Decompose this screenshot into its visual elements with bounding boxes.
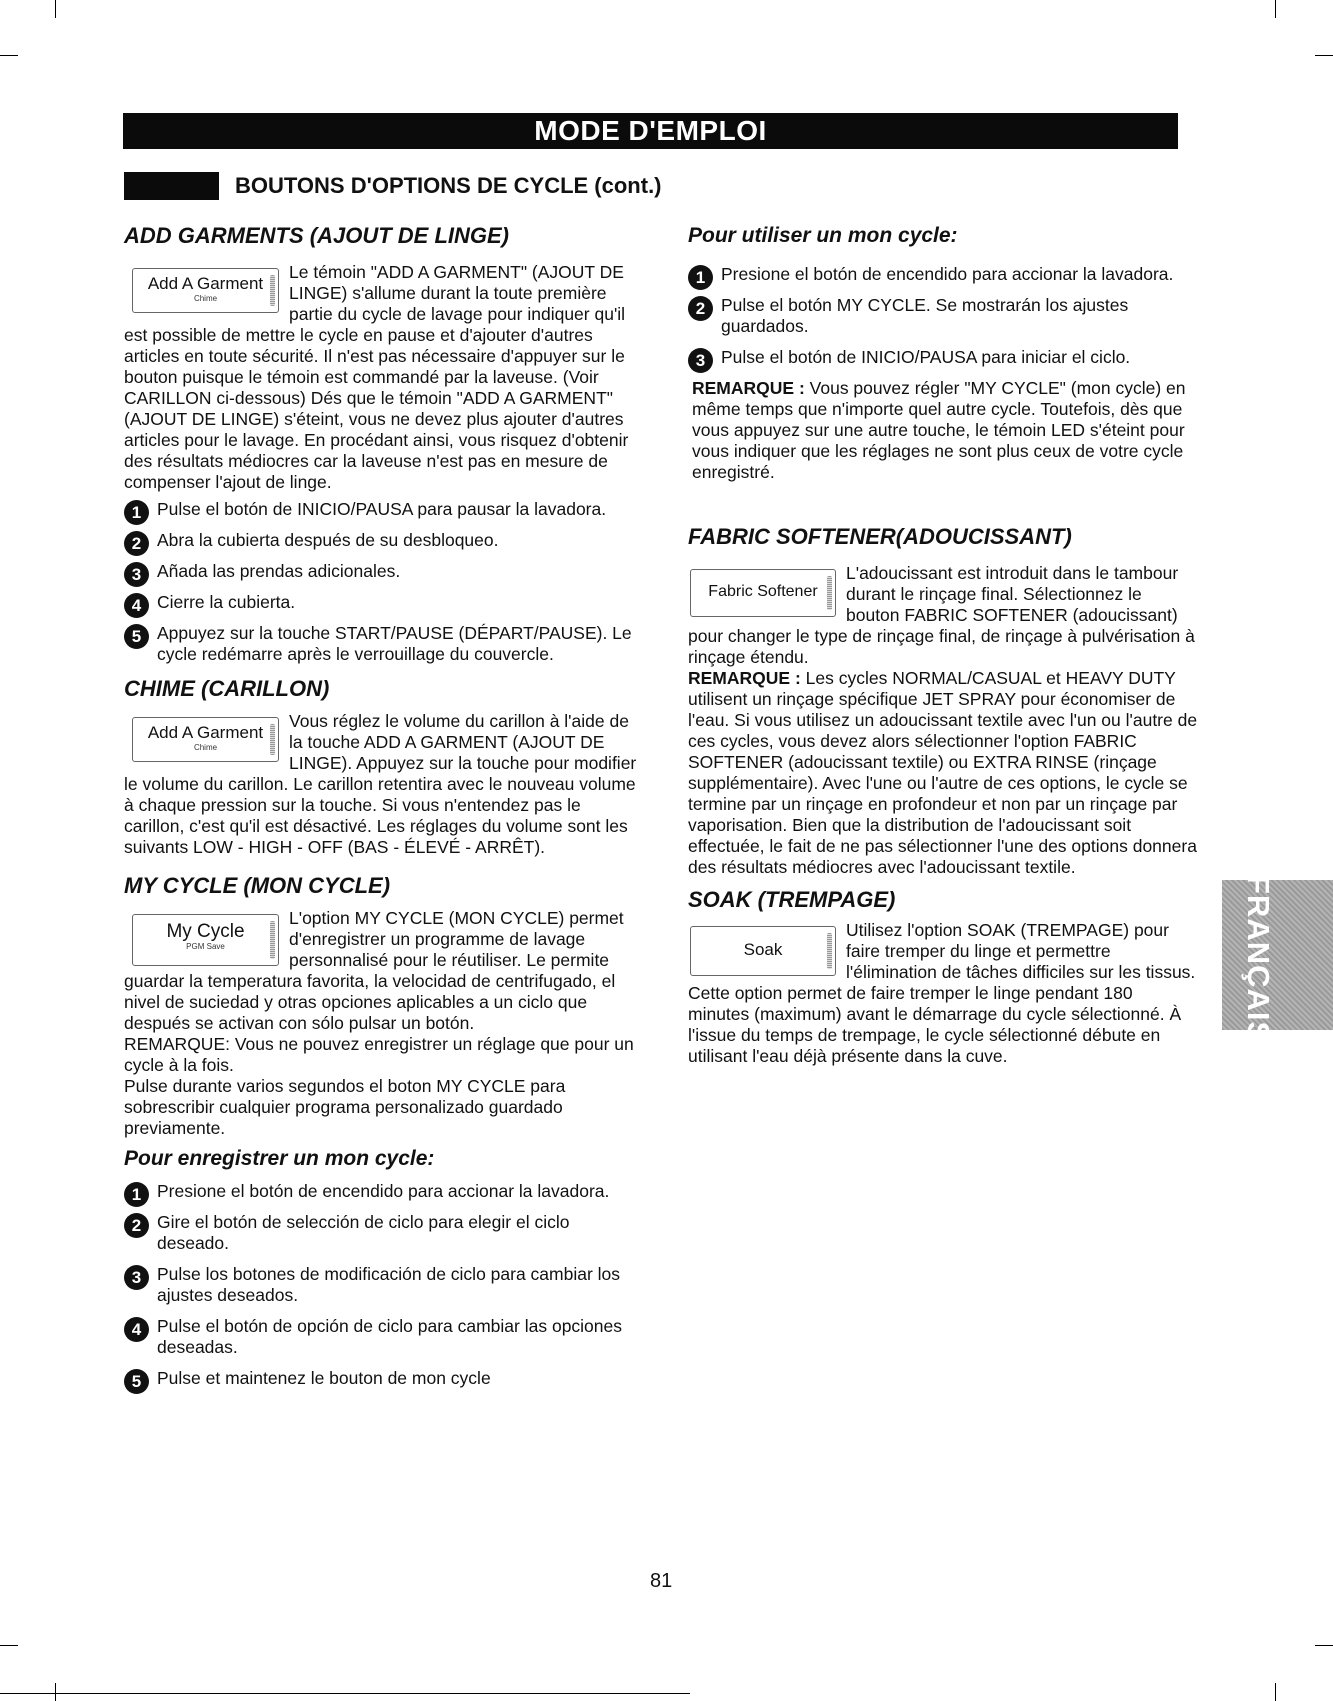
save-cycle-heading: Pour enregistrer un mon cycle: (124, 1147, 435, 1170)
list-item (688, 347, 1198, 368)
soak-text: Utilisez l'option SOAK (TREMPAGE) pour faire tremper du linge et permettre l'élimination de tâches difficiles sur les tissus. Cette option permet de faire tremper le linge pendant 180 minutes (maximum) avant le démarrage du cycle sélectionné. À l'issue du temps de trempage, le cycle sélectionné débute en utilisant l'eau déjà présente dans la cuve. (688, 920, 1196, 1066)
step-text: Pulse el botón de opción de ciclo para cambiar las opciones deseadas. (157, 1316, 623, 1357)
left-column (124, 222, 644, 1399)
fabric-softener-text: L'adoucissant est introduit dans le tambour durant le rinçage final. Sélectionnez le bouton FABRIC SOFTENER (adoucissant) pour changer le type de rinçage final, de rinçage à pulvérisation à rinçage étendu. (688, 563, 1195, 667)
section-marker-block (124, 172, 219, 200)
use-cycle-steps (688, 264, 1198, 368)
page-header: MODE D'EMPLOI (123, 113, 1178, 149)
chime-section (124, 711, 644, 858)
my-cycle-button-illustration (132, 914, 279, 966)
use-cycle-remark (692, 378, 1198, 483)
add-garments-section (124, 262, 644, 665)
list-item (124, 1264, 644, 1306)
chime-button-sublabel: Chime (193, 294, 218, 303)
crop-mark (1315, 55, 1333, 56)
section-title: BOUTONS D'OPTIONS DE CYCLE (cont.) (235, 173, 662, 198)
fabric-softener-section (688, 563, 1198, 878)
my-cycle-button-label: My Cycle (166, 921, 245, 942)
my-cycle-remark: REMARQUE: Vous ne pouvez enregistrer un réglage que pour un cycle à la fois. (124, 1034, 634, 1075)
add-garments-heading: ADD GARMENTS (AJOUT DE LINGE) (124, 223, 509, 248)
crop-mark (1275, 0, 1276, 18)
list-item (124, 623, 644, 665)
add-garment-button-label: Add A Garment (147, 274, 264, 293)
step-number-icon: 5 (124, 1369, 149, 1394)
chime-button-sublabel: Chime (193, 743, 218, 752)
page-number: 81 (650, 1570, 673, 1592)
list-item (124, 561, 644, 582)
list-item (688, 295, 1198, 337)
step-text: Presione el botón de encendido para accionar la lavadora. (721, 264, 1174, 284)
step-number-icon: 3 (688, 348, 713, 373)
soak-section (688, 920, 1198, 1067)
my-cycle-heading: MY CYCLE (MON CYCLE) (124, 873, 391, 898)
step-text: Pulse el botón MY CYCLE. Se mostrarán los ajustes guardados. (721, 295, 1129, 336)
step-number-icon: 2 (124, 1213, 149, 1238)
step-text: Pulse et maintenez le bouton de mon cycle (157, 1368, 491, 1388)
add-garments-text: Le témoin "ADD A GARMENT" (AJOUT DE LINGE) s'allume durant la toute première partie du cycle de lavage pour indiquer qu'il est possible de mettre le cycle en pause et d'ajouter d'autres articles en toute sécurité. Il n'est pas nécessaire d'appuyer sur le bouton puisque le témoin est commandé par la laveuse. (Voir CARILLON ci-dessous) Dés que le témoin "ADD A GARMENT" (AJOUT DE LINGE) s'éteint, vous ne devez plus ajouter d'autres articles pour le lavage. En procédant ainsi, vous risquez d'obtenir des résultats médiocres car la laveuse n'est pas en mesure de compenser l'ajout de linge. (124, 262, 629, 492)
use-cycle-heading: Pour utiliser un mon cycle: (688, 224, 958, 247)
step-number-icon: 5 (124, 624, 149, 649)
step-text: Pulse los botones de modificación de ciclo para cambiar los ajustes deseados. (157, 1264, 621, 1305)
list-item (124, 530, 644, 551)
bottom-rule (0, 1693, 690, 1694)
chime-text: Vous réglez le volume du carillon à l'aide de la touche ADD A GARMENT (AJOUT DE LINGE). Appuyez sur la touche pour modifier le volume du carillon. Le carillon retentira avec le nouveau volume à chaque pression sur la touche. Si vous n'entendez pas le carillon, c'est qu'il est désactivé. Les réglages du volume sont les suivants LOW - HIGH - OFF (BAS - ÉLEVÉ - ARRÊT). (124, 711, 637, 857)
crop-mark (0, 55, 18, 56)
step-number-icon: 2 (124, 531, 149, 556)
step-number-icon: 4 (124, 1317, 149, 1342)
language-side-tab-label: FRANÇAIS (1241, 875, 1276, 1044)
list-item (124, 592, 644, 613)
add-garment-button-illustration (132, 268, 279, 313)
add-garment-button-label: Add A Garment (147, 723, 264, 742)
step-text: Presione el botón de encendido para accionar la lavadora. (157, 1181, 610, 1201)
step-number-icon: 3 (124, 1265, 149, 1290)
step-text: Appuyez sur la touche START/PAUSE (DÉPART/PAUSE). Le cycle redémarre après le verrouillage du couvercle. (157, 623, 632, 664)
list-item (124, 1212, 644, 1254)
crop-mark (0, 1645, 18, 1646)
remark-text: Vous pouvez régler "MY CYCLE" (mon cycle) en même temps que n'importe quel autre cycle. Toutefois, dès que vous appuyez sur une autre touche, le témoin LED s'éteint pour vous indiquer que les réglages ne sont plus ceux de votre cycle enregistré. (692, 378, 1186, 482)
remark-text: Les cycles NORMAL/CASUAL et HEAVY DUTY utilisent un rinçage spécifique JET SPRAY pour économiser de l'eau. Si vous utilisez un adoucissant textile avec l'un ou l'autre de ces cycles, vous devez alors sélectionner l'option FABRIC SOFTENER (adoucissant textile) ou EXTRA RINSE (rinçage supplémentaire). Avec l'une ou l'autre de ces options, le cycle se termine par un rinçage en profondeur et non par un rinçage par vaporisation. Bien que la distribution de l'adoucissant soit effectuée, le fait de ne pas sélectionner l'une des options donnera des résultats médiocres avec l'adoucissant textile. (688, 668, 1198, 877)
chime-heading: CHIME (CARILLON) (124, 676, 330, 701)
fabric-softener-heading: FABRIC SOFTENER(ADOUCISSANT) (688, 524, 1072, 549)
list-item (124, 1181, 644, 1202)
remark-label: REMARQUE : (688, 668, 801, 688)
soak-button-label: Soak (743, 940, 783, 959)
step-number-icon: 4 (124, 593, 149, 618)
crop-mark (55, 1683, 56, 1701)
step-number-icon: 1 (124, 1182, 149, 1207)
list-item (688, 264, 1198, 285)
add-garment-button-illustration (132, 717, 279, 762)
step-number-icon: 2 (688, 296, 713, 321)
soak-heading: SOAK (TREMPAGE) (688, 887, 896, 912)
list-item (124, 499, 644, 520)
step-text: Cierre la cubierta. (157, 592, 296, 612)
my-cycle-section (124, 908, 644, 1139)
step-text: Abra la cubierta después de su desbloqueo. (157, 530, 499, 550)
my-cycle-overwrite-text: Pulse durante varios segundos el boton MY CYCLE para sobrescribir cualquier programa personalizado guardado previamente. (124, 1076, 566, 1138)
step-number-icon: 1 (688, 265, 713, 290)
soak-button-illustration (690, 926, 836, 976)
step-text: Pulse el botón de INICIO/PAUSA para pausar la lavadora. (157, 499, 607, 519)
fabric-softener-remark (688, 668, 1198, 878)
save-cycle-steps (124, 1181, 644, 1389)
pgm-save-sublabel: PGM Save (186, 942, 225, 951)
crop-mark (1275, 1683, 1276, 1701)
step-number-icon: 1 (124, 500, 149, 525)
list-item (124, 1368, 644, 1389)
step-text: Añada las prendas adicionales. (157, 561, 401, 581)
list-item (124, 1316, 644, 1358)
step-text: Gire el botón de selección de ciclo para elegir el ciclo deseado. (157, 1212, 570, 1253)
add-garments-steps (124, 499, 644, 665)
step-number-icon: 3 (124, 562, 149, 587)
step-text: Pulse el botón de INICIO/PAUSA para iniciar el ciclo. (721, 347, 1131, 367)
right-column (688, 222, 1198, 1067)
crop-mark (1315, 1645, 1333, 1646)
remark-label: REMARQUE : (692, 378, 805, 398)
fabric-softener-button-illustration (690, 569, 836, 617)
fabric-softener-button-label: Fabric Softener (708, 583, 818, 600)
crop-mark (55, 0, 56, 18)
my-cycle-text: L'option MY CYCLE (MON CYCLE) permet d'enregistrer un programme de lavage personnalisé pour le réutiliser. Le permite guardar la temperatura favorita, la velocidad de centrifugado, el nivel de suciedad y otras opciones aplicables a un ciclo que después se activan con sólo pulsar un botón. (124, 908, 624, 1033)
